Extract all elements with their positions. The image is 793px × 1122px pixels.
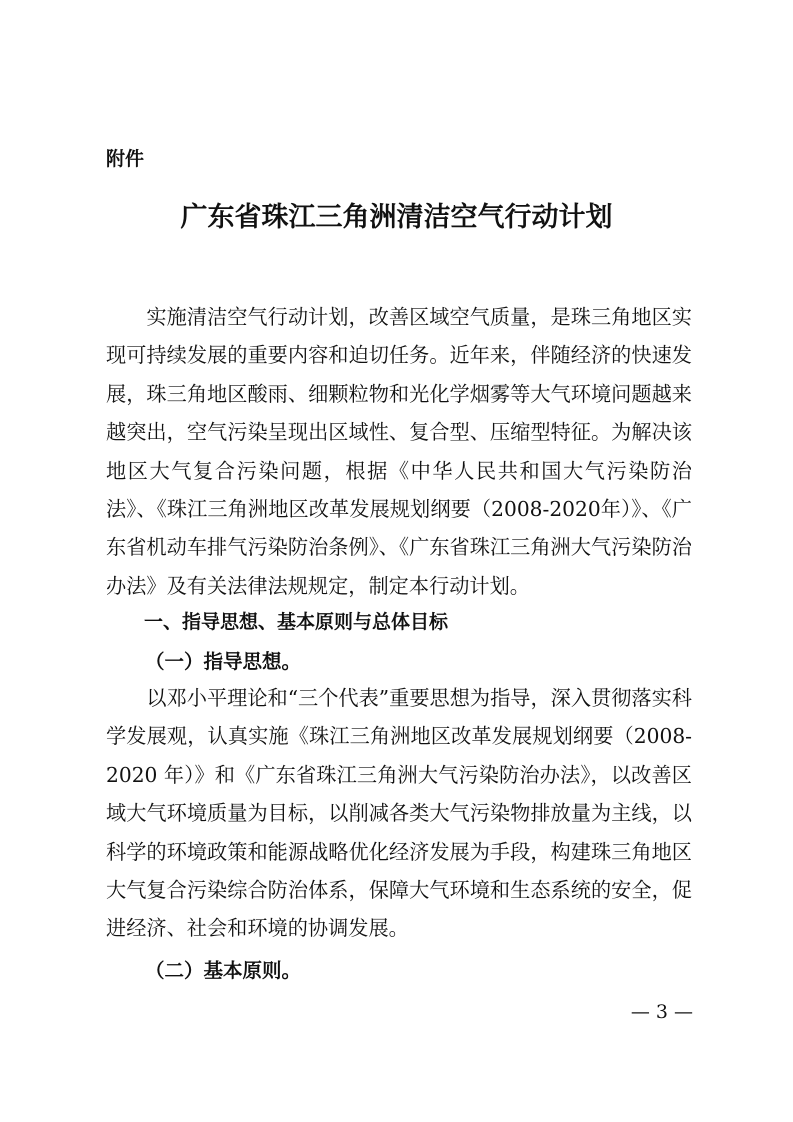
- document-title: 广东省珠江三角洲清洁空气行动计划: [180, 202, 613, 233]
- subsection-heading-guiding: （一）指导思想。: [145, 650, 302, 673]
- page-number: — 3 —: [630, 1001, 693, 1023]
- attachment-label: 附件: [106, 148, 145, 170]
- intro-paragraph: 实施清洁空气行动计划，改善区域空气质量，是珠三角地区实现可持续发展的重要内容和迫切任务。近年来，伴随经济的快速发展，珠三角地区酸雨、细颗粒物和光化学烟雾等大气环境问题越来越突出，空气污染呈现出区域性、复合型、压缩型特征。为解决该地区大气复合污染问题，根据《中华人民共和国大气污染防治法》、《珠江三角洲地区改革发展规划纲要（2008-2020年）》、《广东省机动车排气污染防治条例》、《广东省珠江三角洲大气污染防治办法》及有关法律法规规定，制定本行动计划。: [106, 305, 692, 598]
- guiding-paragraph: 以邓小平理论和“三个代表”重要思想为指导，深入贯彻落实科学发展观，认真实施《珠江三角洲地区改革发展规划纲要（2008-2020 年）》和《广东省珠江三角洲大气污染防治办法》，以改善区域大气环境质量为目标，以削减各类大气污染物排放量为主线，以科学的环境政策和能源战略优化经济发展为手段，构建珠三角地区大气复合污染综合防治体系，保障大气环境和生态系统的安全，促进经济、社会和环境的协调发展。: [106, 686, 692, 941]
- subsection-heading-principles: （二）基本原则。: [145, 959, 302, 982]
- section-heading: 一、指导思想、基本原则与总体目标: [144, 611, 449, 633]
